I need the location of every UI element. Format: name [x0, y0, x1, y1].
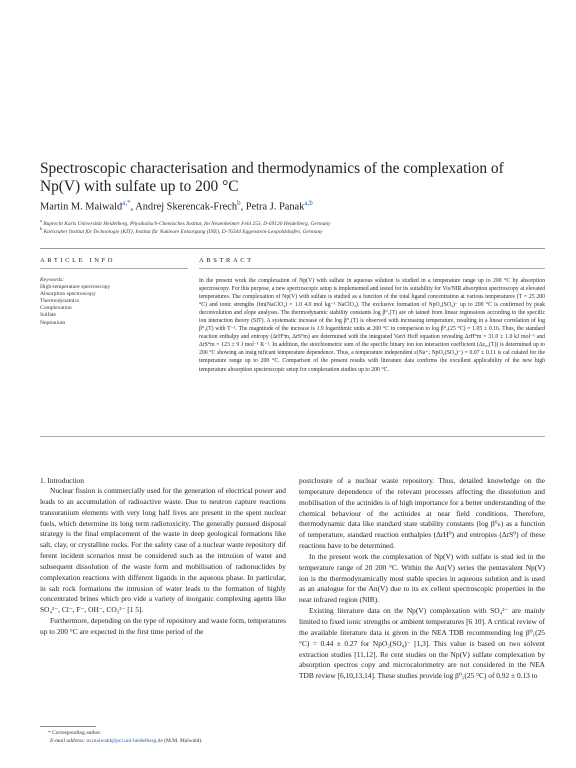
affiliation-text: Ruprecht Karls Universität Heidelberg, Physikalisch-Chemisches Institut, Im Neuenheimer Feld 253, D-69120 Heidelberg, Germany [43, 220, 331, 227]
keyword: Thermodynamics [40, 297, 80, 304]
footnote-divider [40, 726, 96, 727]
paragraph: Furthermore, depending on the type of repository and waste form, temperatures up to 200 °C are expected in the first time period of the [40, 616, 286, 636]
divider [40, 268, 188, 269]
author-list: Martin M. Maiwald$^{a,*}$, Andrej Skerencak-Frech$^b$, Petra J. Panak$^{a,b}$ [40, 199, 313, 213]
abstract-text: In the present work the complexation of Np(V) with sulfate in aqueous solution is studied in a temperature range up to 200 °C by absorption spectroscopy. For this purpose, a new spectroscopic setup is implemented and tested for its suitability for Vis/NIR absorption spectroscopy at elevated temperatures. The complexation of Np(V) with sulfate is studied as a function of the total ligand concentration at various temperatures (T = 25 200 °C) and ionic strengths (Im(NaClO₄) = 1.0 4.0 mol kg⁻¹ NaClO₄). The exclusive formation of NpO₂(SO₄)⁻ up to 200 °C is confirmed by peak deconvolution and slope analyses. The thermodynamic stability constants log β⁰₁(T) are ob tained from linear regressions according to the specific ion interaction theory (SIT). A systematic increase of the log β⁰₁(T) is observed with increasing temperature, resulting in a linear correlation of log β⁰₁(T) with T⁻¹. The magnitude of the increase is 1.9 logarithmic units at 200 °C in comparison to log β⁰₁(25 °C) = 1.05 ± 0.16. Thus, the standard reaction enthalpy and entropy (ΔrH⁰m, ΔrS⁰m) are determined with the integrated Van't Hoff equation revealing ΔrH⁰m = 31.0 ± 1.0 kJ mol⁻¹ and ΔrS⁰m = 123 ± 9 J mol⁻¹ K⁻¹. In addition, the stoichiometric sum of the specific binary ion ion interaction coefficient (Δε₀₁(T)) is determined up to 200 °C showing an insig nificant temperature dependence. Thus, a temperature independent ε(Na⁺; NpO₂(SO₄)⁻) = 0.07 ± 0.11 is cal culated for the temperature range up to 200 °C. Comparison of the present results with literature data confirms the excellent applicability of the new high temperature absorption spectroscopic setup for complexation studies up to 200 °C. [199, 278, 545, 373]
divider [40, 248, 545, 249]
keyword-list [40, 284, 110, 327]
keywords-label: Keywords: [40, 277, 65, 283]
author-name[interactable]: Martin M. Maiwald [40, 201, 123, 213]
paragraph: In the present work the complexation of Np(V) with sulfate is stud ied in the temperature range of 20 200 °C. Within the An(V) series the pentavalent Np(V) ion is the thermodynamically most stable species in aqueous solution and is used as an analogue for the An(V) due to its ex cellent spectroscopic properties in the near infrared region (NIR). [299, 551, 545, 605]
divider [40, 436, 545, 437]
author-affiliation-mark[interactable]: b [237, 199, 241, 207]
paragraph: Nuclear fission is commercially used for the generation of electrical power and leads to an accumulation of radioactive waste. Due to neutron capture reactions transuranium elements with very long half lives are present in the spent nuclear fuels, which determine its long term radiotoxicity. The generally pursued disposal strategy is the final emplacement of the waste in deep geological formations like salt, clay, or crystalline rocks. For the safety case of a nuclear waste repository dif ferent incident scenarios must be considered such as the intrusion of water and subsequent dissolution of the waste form and mobilisation of radionuclides by complexation reactions with different ligands in the aqueous phase. In particular, in salt rock formations the intrusion of water leads to the formation of highly concentrated brines which pro vide a variety of inorganic complexing agents like SO₄²⁻, Cl⁻, F⁻, OH⁻, CO₃²⁻ [1 5]. [40, 486, 286, 615]
email-suffix: (M.M. Maiwald). [164, 738, 203, 744]
article-title: Spectroscopic characterisation and thermodynamics of the complexation of Np(V) with sulfate up to 200 °C [40, 160, 504, 195]
keyword: Absorption spectroscopy [40, 290, 96, 297]
author-name[interactable]: Petra J. Panak [245, 201, 305, 213]
email-link[interactable]: m.maiwald@pci.uni-heidelberg.de [86, 738, 163, 744]
footnote-text: Corresponding author. [52, 730, 102, 736]
email-label: E-mail address: [50, 738, 86, 744]
article-info-heading: ARTICLE INFO [40, 257, 116, 264]
author-affiliation-mark[interactable]: a,b [304, 199, 313, 207]
footnote-corresponding [48, 730, 101, 736]
keyword: High-temperature spectroscopy [40, 283, 111, 290]
affiliation [40, 226, 540, 235]
divider [199, 268, 545, 269]
affiliation-mark: b [40, 226, 43, 231]
author-name[interactable]: Andrej Skerencak-Frech [135, 201, 238, 213]
section-heading: 1. Introduction [40, 476, 84, 485]
affiliation-text: Karlsruher Institut für Technologie (KIT), Institut für Nukleare Entsorgung (INE), D-76344 Eggenstein-Leopoldshafen, Germany [43, 228, 323, 235]
author-affiliation-mark[interactable]: a,* [122, 199, 131, 207]
keyword: Neptunium [40, 319, 66, 326]
paragraph: postclosure of a nuclear waste repository. Thus, detailed knowledge on the temperature dependence of the relevant processes affecting the dissolution and mobilisation of the actinides is of high importance for a better understanding of the chemical behaviour of the actinides at near field conditions. Therefore, thermodynamic data like standard state stability constants (log β⁰ₙ) as a function of temperature, standard reaction enthalpies (ΔrH⁰) and entropies (ΔrS⁰) of these reactions have to be determined. [299, 476, 545, 551]
paragraph: Existing literature data on the Np(V) complexation with SO₄²⁻ are mainly limited to fixed ionic strengths or ambient temperatures [6 10]. A critical review of the available literature data is given in the NEA TDB recommending log β⁰₁(25 °C) = 0.44 ± 0.27 for NpO₂(SO₄)⁻ [1,3]. This value is based on two solvent extraction studies [11,12]. Re cent studies on the Np(V) sulfate complexation by absorption spectros copy and microcalorimetry are not considered in the NEA TDB review [6,10,13,14]. These studies provide log β⁰₁(25 °C) of 0.92 ± 0.13 to [299, 606, 545, 681]
body-column-right [299, 476, 545, 682]
keyword: Complexation [40, 305, 72, 312]
footnote-email [50, 738, 203, 744]
keyword: Sulfate [40, 312, 56, 319]
body-column-left [40, 486, 286, 638]
footnote-mark: * [48, 730, 51, 736]
abstract-heading: ABSTRACT [199, 257, 254, 264]
affiliation-mark: a [40, 218, 42, 223]
